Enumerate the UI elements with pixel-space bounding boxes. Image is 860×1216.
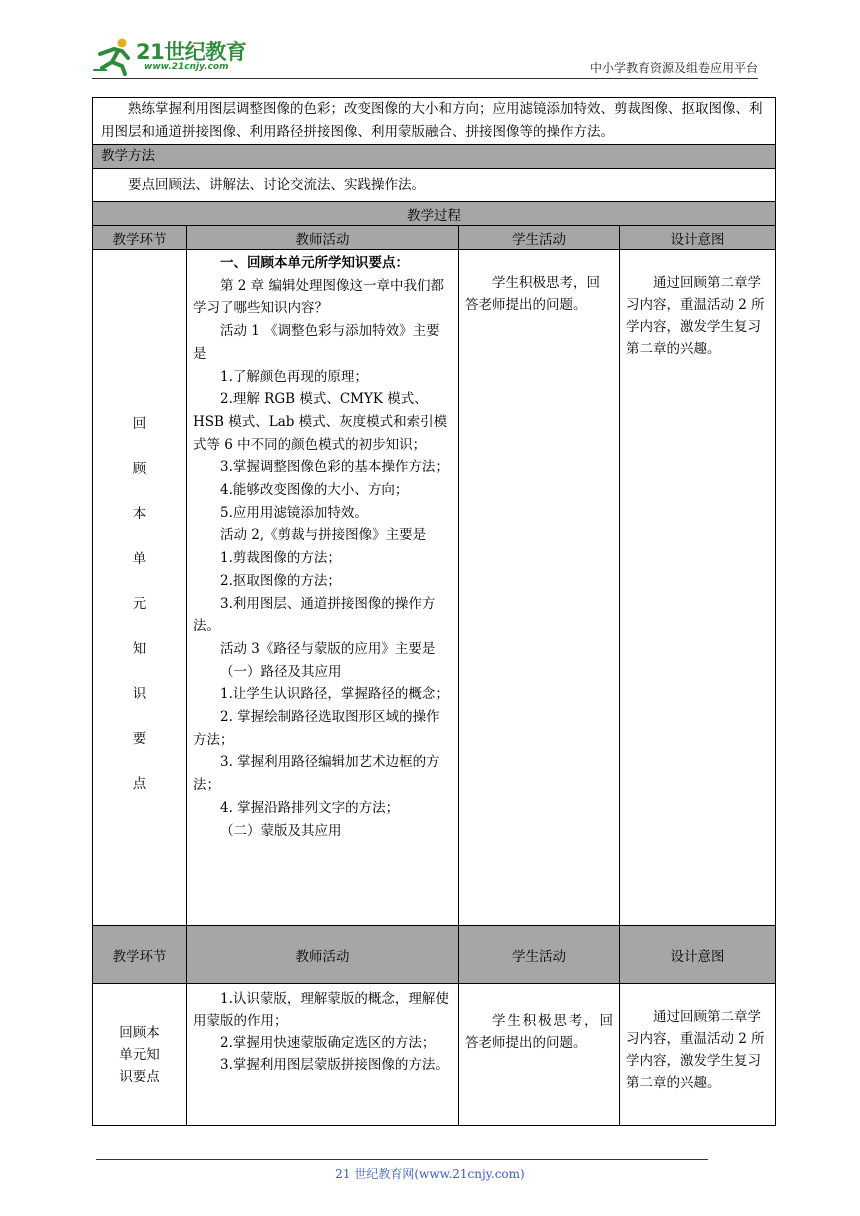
column-header: 教学环节 <box>93 926 187 984</box>
teacher-line: 活动 3《路径与蒙版的应用》主要是 <box>220 640 436 657</box>
teacher-activity-2 <box>187 984 458 1076</box>
stage-char: 识 <box>132 686 147 702</box>
stage-char: 单 <box>132 551 147 567</box>
logo-url: www.21cnjy.com <box>144 62 229 72</box>
teacher-activity-cell <box>187 250 459 926</box>
teacher-line: 1.让学生认识路径，掌握路径的概念； <box>220 686 449 703</box>
intro-cell <box>93 98 776 145</box>
teacher-line: 3.掌握利用图层蒙版拼接图像的方法。 <box>220 1057 449 1073</box>
stage-cell-2 <box>93 984 187 1126</box>
stage-char: 要 <box>132 731 147 747</box>
teacher-line: 2. 掌握绘制路径选取图形区域的操作方法； <box>193 709 440 748</box>
platform-name: 中小学教育资源及组卷应用平台 <box>589 61 758 75</box>
process-header <box>93 202 776 226</box>
student-activity-cell-2 <box>459 984 620 1126</box>
method-header <box>93 145 776 169</box>
teacher-line: 3. 掌握利用路径编辑加艺术边框的方法； <box>193 754 440 794</box>
student-activity-cell <box>459 250 620 926</box>
student-activity: 学生积极思考，回答老师提出的问题。 <box>465 275 600 313</box>
student-activity-2: 学生积极思考，回答老师提出的问题。 <box>465 1013 613 1051</box>
method-text: 要点回顾法、讲解法、讨论交流法、实践操作法。 <box>128 177 425 193</box>
stage-char: 元 <box>132 596 147 612</box>
teacher-line: 4.能够改变图像的大小、方向； <box>220 482 409 499</box>
stage-vertical-label <box>93 250 186 807</box>
column-header: 设计意图 <box>620 226 776 250</box>
teacher-line: 2.抠取图像的方法； <box>220 572 341 589</box>
teacher-line: 3.利用图层、通道拼接图像的操作方法。 <box>193 595 436 635</box>
stage-char: 本 <box>132 506 147 522</box>
teacher-line: 活动 2,《剪裁与拼接图像》主要是 <box>220 527 427 544</box>
column-header: 教学环节 <box>93 226 187 250</box>
column-header: 设计意图 <box>620 926 776 984</box>
stage-label-2: 回顾本单元知识要点 <box>119 1024 160 1085</box>
teacher-line: 活动 1 《调整色彩与添加特效》主要是 <box>193 323 440 362</box>
teacher-line: 2.掌握用快速蒙版确定选区的方法； <box>220 1035 436 1051</box>
design-intent-cell-2 <box>620 984 776 1126</box>
stage-cell <box>93 250 187 926</box>
teacher-line: 5.应用用滤镜添加特效。 <box>220 504 368 521</box>
lesson-table <box>92 97 776 1126</box>
intro-text: 熟练掌握利用图层调整图像的色彩；改变图像的大小和方向；应用滤镜添加特效、剪裁图像、抠取图像、利用图层和通道拼接图像、利用路径拼接图像、利用蒙版融合、拼接图像等的操作方法。 <box>101 101 763 140</box>
design-intent: 通过回顾第二章学习内容，重温活动 2 所学内容，激发学生复习第二章的兴趣。 <box>626 275 765 357</box>
teacher-line: （一）路径及其应用 <box>220 663 342 680</box>
teacher-activity-cell-2 <box>187 984 459 1126</box>
column-header: 教师活动 <box>187 226 459 250</box>
stage-char: 点 <box>132 776 147 792</box>
design-intent-cell <box>620 250 776 926</box>
teacher-activity <box>187 250 458 842</box>
teacher-line: 一、回顾本单元所学知识要点： <box>220 255 409 271</box>
method-label: 教学方法 <box>101 148 155 164</box>
teacher-line: 第 2 章 编辑处理图像这一章中我们都学习了哪些知识内容？ <box>193 277 444 317</box>
column-header: 学生活动 <box>459 226 620 250</box>
header-divider <box>92 78 758 79</box>
teacher-line: （二）蒙版及其应用 <box>220 822 342 839</box>
page-header <box>92 32 758 80</box>
column-header: 学生活动 <box>459 926 620 984</box>
design-intent-2: 通过回顾第二章学习内容，重温活动 2 所学内容，激发学生复习第二章的兴趣。 <box>626 1009 765 1091</box>
method-cell <box>93 169 776 202</box>
teacher-line: 4. 掌握沿路排列文字的方法； <box>220 799 400 816</box>
teacher-line: 1.了解颜色再现的原理； <box>220 368 368 385</box>
stage-char: 顾 <box>132 461 147 477</box>
stage-char: 知 <box>132 641 147 657</box>
teacher-line: 1.剪裁图像的方法； <box>220 550 341 567</box>
teacher-line: 1.认识蒙版，理解蒙版的概念，理解使用蒙版的作用； <box>193 991 449 1029</box>
column-header: 教师活动 <box>187 926 459 984</box>
footer-link[interactable]: 21 世纪教育网(www.21cnjy.com) <box>335 1167 525 1181</box>
teacher-line: 2.理解 RGB 模式、CMYK 模式、HSB 模式、Lab 模式、灰度模式和索引模式等 6 中不同的颜色模式的初步知识； <box>193 391 448 453</box>
brand-logo <box>92 36 262 76</box>
process-label: 教学过程 <box>407 207 461 224</box>
runner-icon <box>92 36 136 76</box>
logo-text: 21世纪教育 <box>136 40 247 64</box>
footer-divider <box>96 1159 708 1160</box>
teacher-line: 3.掌握调整图像色彩的基本操作方法； <box>220 459 449 476</box>
stage-char: 回 <box>132 416 147 432</box>
